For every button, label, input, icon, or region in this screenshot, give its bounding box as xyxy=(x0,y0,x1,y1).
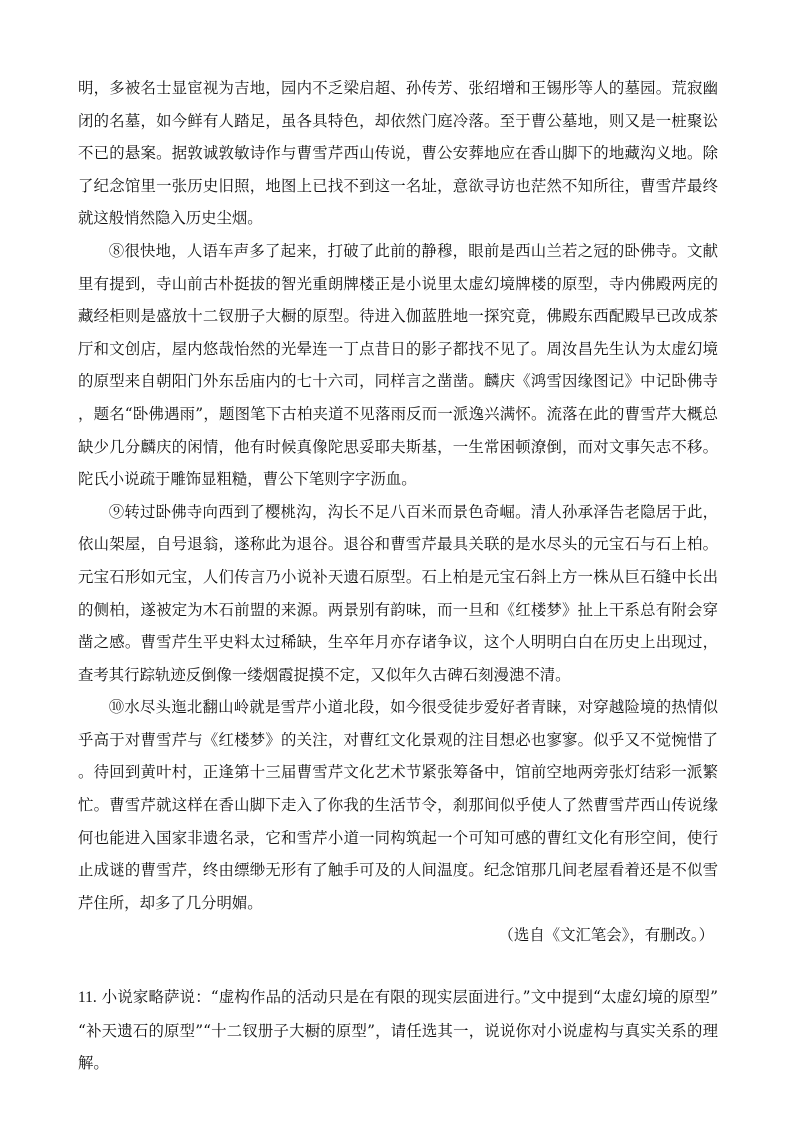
paragraph-8: ⑧很快地，人语车声多了起来，打破了此前的静穆，眼前是西山兰若之冠的卧佛寺。文献里有提到，寺山前古朴挺拔的智光重朗牌楼正是小说里太虚幻境牌楼的原型，寺内佛殿两庑的藏经柜则是盛放十二钗册子大橱的原型。待进入伽蓝胜地一探究竟，佛殿东西配殿早已改成茶厅和文创店，屋内悠哉怡然的光晕连一丁点昔日的影子都找不见了。周汝昌先生认为太虚幻境的原型来自朝阳门外东岳庙内的七十六司，同样言之凿凿。麟庆《鸿雪因缘图记》中记卧佛寺，题名“卧佛遇雨”，题图笔下古柏夹道不见落雨反而一派逸兴满怀。流落在此的曹雪芹大概总缺少几分麟庆的闲情，他有时候真像陀思妥耶夫斯基，一生常困顿潦倒，而对文事矢志不移。陀氏小说疏于雕饰显粗糙，曹公下笔则字字沥血。 xyxy=(78,241,718,489)
question-number: 11. xyxy=(78,989,97,1007)
paragraph-10: ⑩水尽头迤北翻山岭就是雪芹小道北段，如今很受徒步爱好者青睐，对穿越险境的热情似乎高于对曹雪芹与《红楼梦》的关注，对曹红文化景观的注目想必也寥寥。似乎又不觉惋惜了。待回到黄叶村，正逢第十三届曹雪芹文化艺术节紧张筹备中，馆前空地两旁张灯结彩一派繁忙。曹雪芹就这样在香山脚下走入了你我的生活节令，刹那间似乎使人了然曹雪芹西山传说缘何也能进入国家非遗名录，它和雪芹小道一同构筑起一个可知可感的曹红文化有形空间，使行止成谜的曹雪芹，终由缥缈无形有了触手可及的人间温度。纪念馆那几间老屋看着还是不似雪芹住所，却多了几分明媚。 xyxy=(78,698,718,912)
question-11 xyxy=(78,981,718,1080)
page-content xyxy=(78,72,718,1080)
source-citation: （选自《文汇笔会》，有删改。） xyxy=(498,926,714,945)
paragraph-9: ⑨转过卧佛寺向西到了樱桃沟，沟长不足八百米而景色奇崛。清人孙承泽告老隐居于此，依山架屋，自号退翁，遂称此为退谷。退谷和曹雪芹最具关联的是水尽头的元宝石与石上柏。元宝石形如元宝，人们传言乃小说补天遗石原型。石上柏是元宝石斜上方一株从巨石缝中长出的侧柏，遂被定为木石前盟的来源。两景别有韵味，而一旦和《红楼梦》扯上干系总有附会穿凿之感。曹雪芹生平史料太过稀缺，生卒年月亦存诸争议，这个人明明白白在历史上出现过，查考其行踪轨迹反倒像一缕烟霞捉摸不定，又似年久古碑石刻漫漶不清。 xyxy=(78,502,718,684)
question-text: 小说家略萨说：“虚构作品的活动只是在有限的现实层面进行。”文中提到“太虚幻境的原型”“补天遗石的原型”“十二钗册子大橱的原型”，请任选其一，说说你对小说虚构与真实关系的理解。 xyxy=(78,988,718,1073)
paragraph-continued: 明，多被名士显宦视为吉地，园内不乏梁启超、孙传芳、张绍增和王锡彤等人的墓园。荒寂幽闭的名墓，如今鲜有人踏足，虽各具特色，却依然门庭冷落。至于曹公墓地，则又是一桩聚讼不已的悬案。据敦诚敦敏诗作与曹雪芹西山传说，曹公安葬地应在香山脚下的地藏沟义地。除了纪念馆里一张历史旧照，地图上已找不到这一名址，意欲寻访也茫然不知所往，曹雪芹最终就这般悄然隐入历史尘烟。 xyxy=(78,79,718,228)
